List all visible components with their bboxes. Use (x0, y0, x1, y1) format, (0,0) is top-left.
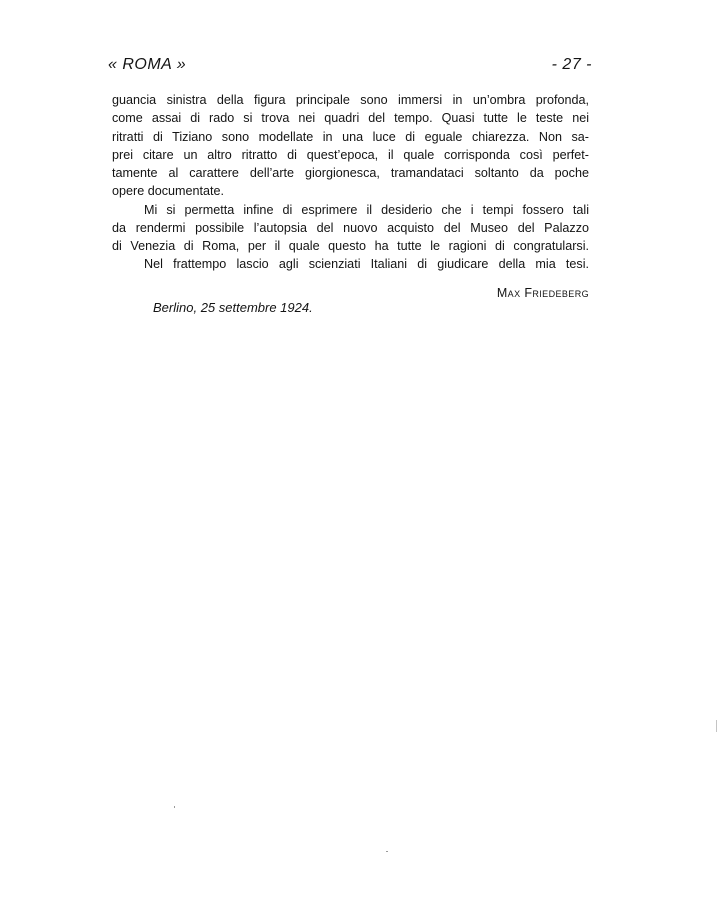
scan-speck (386, 851, 388, 852)
text-line: da rendermi possibile l’autopsia del nuovo acquisto del Museo del Palazzo (112, 220, 589, 235)
journal-title: « ROMA » (108, 56, 187, 73)
text-line: opere documentate. (112, 184, 225, 199)
text-line: di Venezia di Roma, per il quale questo ha tutte le ragioni di congratularsi. (112, 239, 589, 253)
paragraph-1 (112, 91, 589, 201)
text-line: ritratti di Tiziano sono modellate in una luce di eguale chiarezza. Non sa- (112, 129, 589, 144)
text-line: guancia sinistra della figura principale sono immersi in un’ombra profonda, (112, 93, 589, 107)
page-number: - 27 - (551, 56, 592, 73)
article-body (112, 91, 589, 274)
dateline: Berlino, 25 settembre 1924. (153, 300, 313, 315)
paragraph-3 (112, 255, 589, 273)
text-line: prei citare un altro ritratto di quest’epoca, il quale corrisponda così perfet- (112, 147, 589, 162)
text-line: tamente al carattere dell’arte giorgionesca, tramandataci soltanto da poche (112, 166, 589, 180)
text-line: Nel frattempo lascio agli scienziati Italiani di giudicare della mia tesi. (144, 257, 589, 272)
text-line: come assai di rado si trova nei quadri del tempo. Quasi tutte le teste nei (112, 111, 589, 126)
scan-speck (174, 806, 175, 808)
text-line: Mi si permetta infine di esprimere il desiderio che i tempi fossero tali (144, 202, 589, 217)
author-signature: Max Friedeberg (496, 286, 589, 300)
scan-edge-mark (716, 720, 717, 732)
running-header (108, 56, 592, 80)
paragraph-2 (112, 201, 589, 256)
